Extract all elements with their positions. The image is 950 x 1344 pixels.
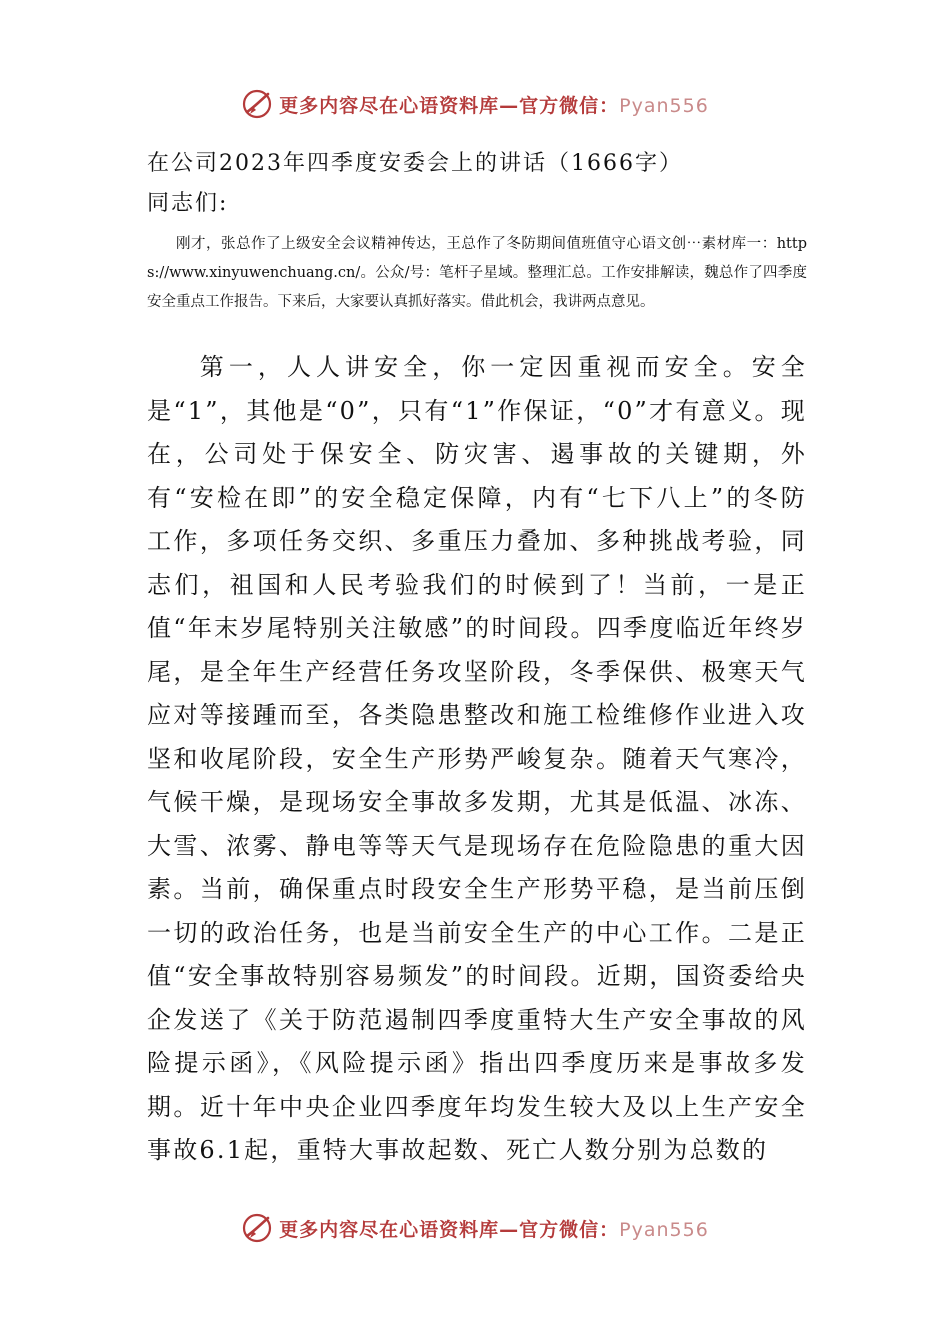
watermark-text xyxy=(279,1215,709,1242)
watermark-prefix: 更多内容尽在心语资料库—官方微信： xyxy=(279,1218,620,1241)
watermark-banner-top xyxy=(0,84,950,124)
intro-paragraph: 刚才，张总作了上级安全会议精神传达，王总作了冬防期间值班值守心语文创⋯素材库一：https://www.xinyuwenchuang.cn/。公众/号：笔杆子星域。整理汇总。工作安排解读，魏总作了四季度安全重点工作报告。下来后，大家要认真抓好落实。借此机会，我讲两点意见。 xyxy=(147,236,807,310)
greeting: 同志们: xyxy=(147,191,229,216)
watermark-banner-bottom xyxy=(0,1208,950,1248)
document-title: 在公司2023年四季度安委会上的讲话（1666字） xyxy=(147,151,683,176)
body-paragraph: 第一，人人讲安全，你一定因重视而安全。安全是“1”，其他是“0”，只有“1”作保证，“0”才有意义。现在，公司处于保安全、防灾害、遏事故的关键期，外有“安检在即”的安全稳定保障，内有“七下八上”的冬防工作，多项任务交织、多重压力叠加、多种挑战考验，同志们，祖国和人民考验我们的时候到了！当前，一是正值“年末岁尾特别关注敏感”的时间段。四季度临近年终岁尾，是全年生产经营任务攻坚阶段，冬季保供、极寒天气应对等接踵而至，各类隐患整改和施工检维修作业进入攻坚和收尾阶段，安全生产形势严峻复杂。随着天气寒冷，气候干燥，是现场安全事故多发期，尤其是低温、冰冻、大雪、浓雾、静电等等天气是现场存在危险隐患的重大因素。当前，确保重点时段安全生产形势平稳，是当前压倒一切的政治任务，也是当前安全生产的中心工作。二是正值“安全事故特别容易频发”的时间段。近期，国资委给央企发送了《关于防范遏制四季度重特大生产安全事故的风险提示函》，《风险提示函》指出四季度历来是事故多发期。近十年中央企业四季度年均发生较大及以上生产安全事故6.1起，重特大事故起数、死亡人数分别为总数的 xyxy=(147,353,807,1164)
watermark-text xyxy=(279,91,709,118)
watermark-wechat-id: Pyan556 xyxy=(619,94,709,117)
pen-logo-icon xyxy=(241,1212,273,1244)
pen-logo-icon xyxy=(241,88,273,120)
watermark-wechat-id: Pyan556 xyxy=(619,1218,709,1241)
watermark-prefix: 更多内容尽在心语资料库—官方微信： xyxy=(279,94,620,117)
